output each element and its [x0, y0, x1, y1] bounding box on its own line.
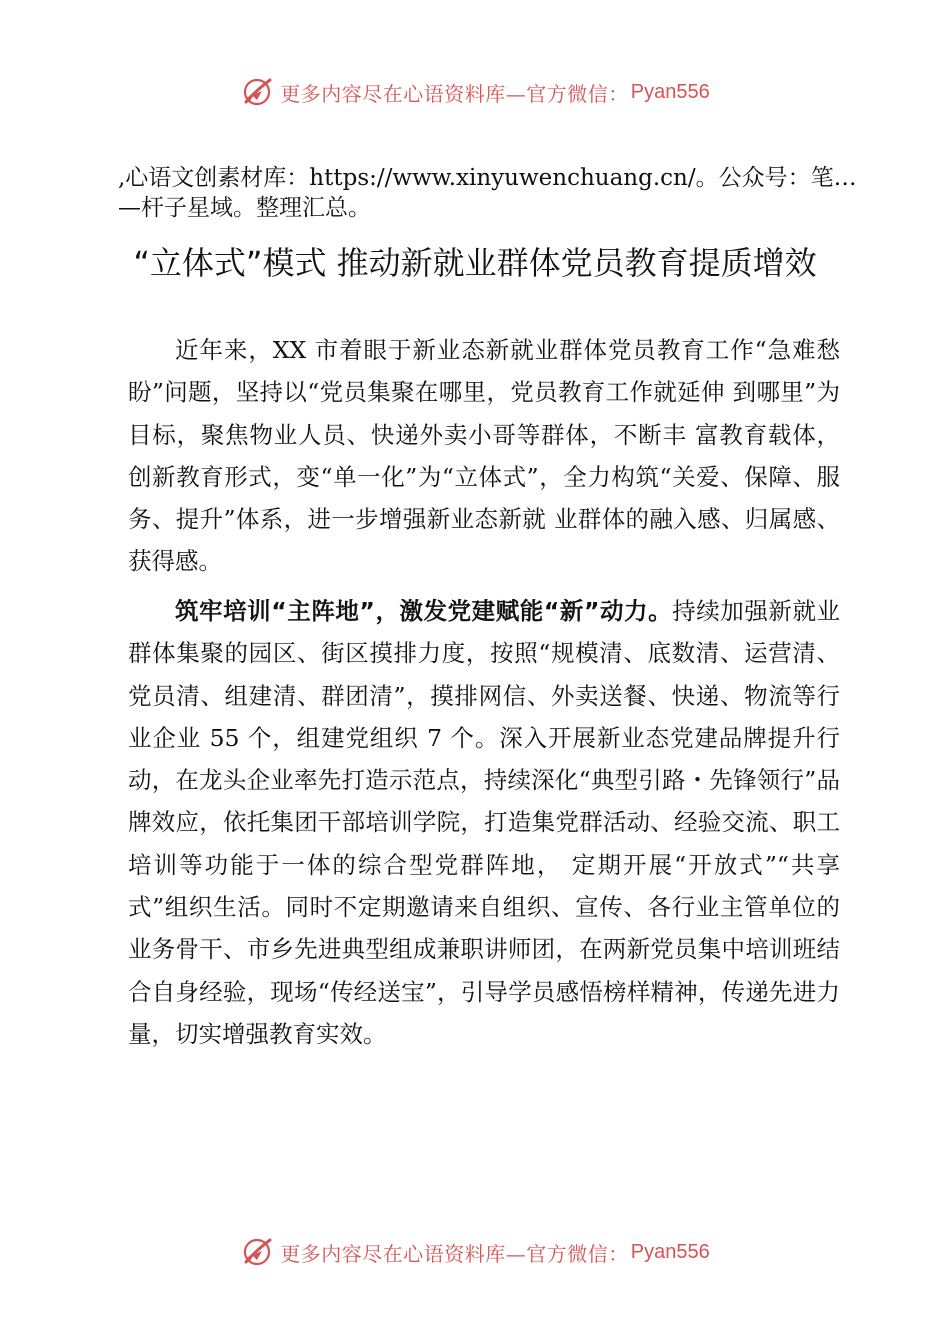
brush-logo-icon — [240, 75, 274, 109]
section1-paragraph — [128, 590, 840, 1055]
footer-watermark-banner — [0, 1232, 950, 1272]
watermark-text: 更多内容尽在心语资料库—官方微信： — [280, 1241, 629, 1266]
section1-body: 持续加强新就业群体集聚的园区、街区摸排力度，按照“规模清、底数清、运营清、党员清、组建清、群团清”，摸排网信、外卖送餐、快递、物流等行业企业 55 个，组建党组织 7 个。深入开展新业态党建品牌提升行动，在龙头企业率先打造示范点，持续深化“典型引路・先锋领行”品牌效应，依托集团干部培训学院，打造集党群活动、经验交流、职工培训等功能于一体的综合型党群阵地， 定期开展“开放式”“共享式”组织生活。同时不定期邀请来自组织、宣传、各行业主管单位的业务骨干、市乡先进典型组成兼职讲师团，在两新党员集中培训班结合自身经验，现场“传经送宝”，引导学员感悟榜样精神，传递先进力量，切实增强教育实效。 — [128, 597, 841, 1048]
watermark-text: 更多内容尽在心语资料库—官方微信： — [280, 81, 629, 106]
watermark-wechat-id: Pyan556 — [630, 1240, 710, 1263]
source-note: ,心语文创素材库：https://www.xinyuwenchuang.cn/。公众号：笔…—杆子星域。整理汇总。 — [118, 165, 857, 221]
article-title: “立体式”模式 推动新就业群体党员教育提质增效 — [133, 244, 817, 282]
watermark-wechat-id: Pyan556 — [630, 80, 710, 103]
brush-logo-icon — [240, 1235, 274, 1269]
header-watermark-banner — [0, 72, 950, 112]
section1-lead: 筑牢培训“主阵地”，激发党建赋能“新”动力。 — [175, 597, 673, 625]
intro-paragraph: 近年来，XX 市着眼于新业态新就业群体党员教育工作“急难愁盼”问题，坚持以“党员集聚在哪里，党员教育工作就延伸 到哪里”为目标，聚焦物业人员、快递外卖小哥等群体，不断丰 富教育载体，创新教育形式，变“单一化”为“立体式”，全力构筑“关爱、保障、服务、提升”体系，进一步增强新业态新就 业群体的融入感、归属感、获得感。 — [128, 336, 840, 576]
